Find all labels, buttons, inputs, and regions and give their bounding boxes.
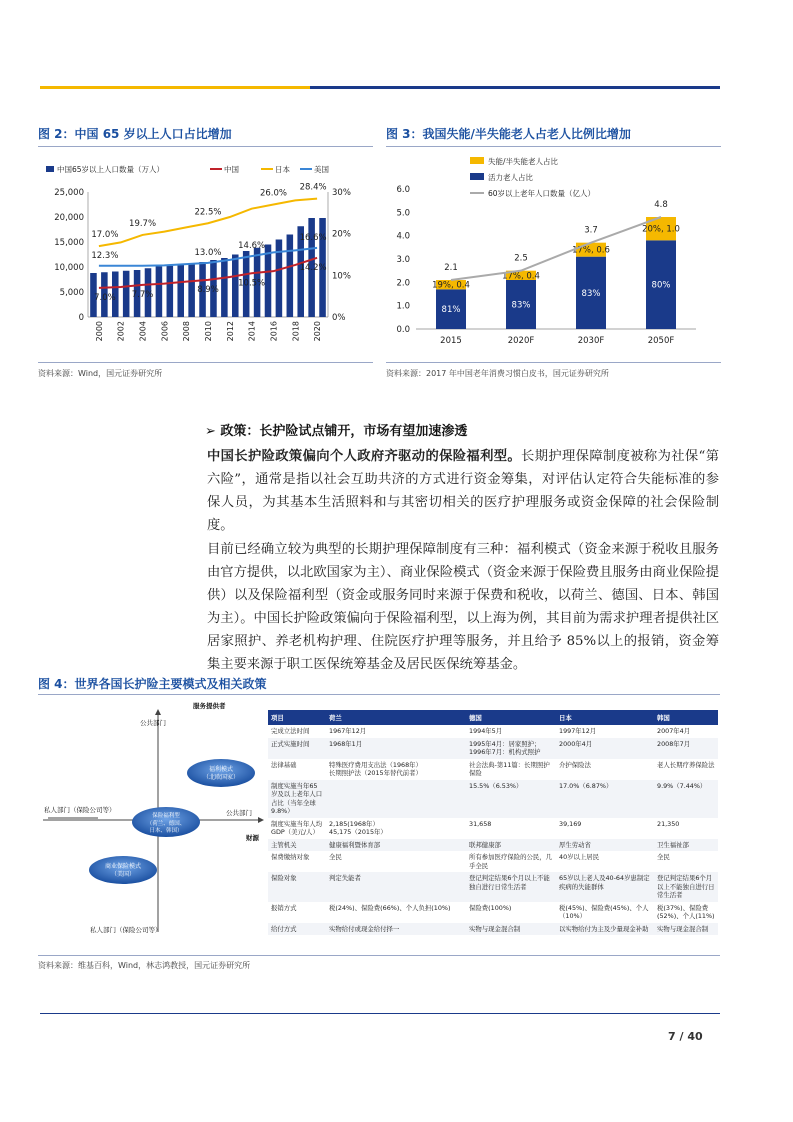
fig4-source: 资料来源：维基百科，Wind，林志鸿教授，国元证券研究所	[38, 961, 251, 970]
section-bullet: ➢ 政策：长护险试点铺开，市场有望加速渗透	[205, 424, 468, 439]
bubble-iw-line3: 日本、韩国）	[149, 828, 183, 834]
fig3-y-tick: 4.0	[396, 231, 410, 242]
diagram-funder: 财源	[246, 834, 259, 842]
policy-table-cell: 制度实施当年人均GDP（美元/人）	[271, 819, 323, 836]
fig2-label-usa: 14.6%	[238, 241, 266, 252]
fig2-x-tick: 2020	[313, 321, 323, 342]
fig2-right-tick: 30%	[332, 188, 351, 198]
fig3-active-label: 80%	[651, 280, 671, 291]
fig2-label-japan: 28.4%	[299, 182, 327, 193]
bubble-iw-line2: （荷兰、德国、	[146, 821, 186, 827]
policy-table-cell: 保险费(100%)	[469, 903, 512, 912]
fig2-right-tick: 10%	[332, 271, 351, 282]
fig2-x-tick: 2014	[247, 321, 257, 342]
paragraph-2: 目前已经确立较为典型的长期护理保障制度有三种：福利模式（资金来源于税收且服务由官方提供，以北欧国家为主）、商业保险模式（资金来源于保险费且服务由商业保险提供）以及保险福利型（资金或服务同时来源于保费和税收，以荷兰、德国、日本、韩国为主）。中国长护险政策偏向于保险福利型，以上海为例，其目前为需求护理者提供社区居家照护、养老机构护理、住院医疗护理等服务，并且给予 85%以上的报销，资金筹集主要来源于职工医保统筹基金及居民医保统筹基金。	[207, 542, 719, 672]
policy-table-cell: 完成立法时间	[271, 727, 310, 735]
policy-table-cell: 21,350	[657, 819, 680, 828]
fig2-label-japan: 22.5%	[194, 207, 222, 218]
fig3-disabled-label: 17%, 0.6	[572, 245, 610, 256]
policy-table-cell: 判定失能者	[326, 872, 466, 902]
fig2-label-japan: 26.0%	[259, 188, 287, 199]
fig3-legend-label: 失能/半失能老人占比	[488, 157, 559, 166]
policy-table-cell: 2007年4月	[657, 727, 691, 735]
policy-table-cell: 实物给付或现金给付择一	[326, 923, 466, 936]
policy-table-row	[268, 818, 718, 839]
policy-table-cell: 1967年12月	[329, 727, 367, 735]
diagram-top-label: 服务提供者	[193, 702, 226, 710]
policy-table-cell: 15.5%（6.53%）	[466, 780, 556, 818]
fig2-x-tick: 2000	[94, 321, 104, 342]
fig3-active-label: 83%	[511, 300, 531, 311]
fig3-disabled-label: 17%, 0.4	[502, 271, 540, 282]
fig2-x-tick: 2012	[225, 321, 235, 342]
policy-table-cell: 9.9%（7.44%）	[654, 780, 718, 818]
policy-table-cell: 1994年5月	[469, 727, 503, 735]
fig2-label-china: 8.9%	[197, 284, 219, 295]
fig2-legend-label: 日本	[275, 165, 290, 174]
header-rule-yellow	[40, 86, 310, 89]
fig3-active-label: 83%	[581, 288, 601, 299]
fig3-rule-bottom	[386, 362, 721, 363]
fig2-left-tick: 10,000	[54, 263, 84, 273]
fig2-x-tick: 2018	[291, 321, 301, 342]
diagram-public-right: 公共部门	[226, 809, 252, 817]
policy-table-cell: 厚生劳动省	[556, 839, 654, 852]
fig2-x-tick: 2004	[138, 321, 148, 342]
policy-table-cell: 2000年4月	[556, 738, 654, 759]
fig2-label-china: 7.0%	[94, 292, 116, 303]
fig2-bar	[188, 264, 195, 318]
policy-table-cell: 40岁以上居民	[559, 853, 600, 861]
fig2-left-tick: 20,000	[54, 213, 84, 223]
policy-table-row	[268, 851, 718, 872]
policy-table-cell: 给付方式	[268, 923, 326, 936]
fig3-total-line	[451, 217, 661, 280]
bubble-iw-line1: 保险福利型	[152, 813, 180, 819]
fig3-legend-swatch-disabled	[470, 157, 484, 164]
fig2-bar	[167, 266, 174, 317]
fig2-left-tick: 15,000	[54, 238, 84, 248]
policy-table-cell: 税(24%)、保险费(66%)、个人负担(10%)	[329, 903, 451, 912]
fig2-bar	[221, 258, 228, 317]
policy-table-cell: 1997年12月	[559, 727, 597, 735]
fig3-disabled-label: 19%, 0.4	[432, 280, 470, 291]
policy-table-cell: 17.0%（6.87%）	[556, 780, 654, 818]
policy-table-cell: 特殊医疗费用支出法（1968年） 长期照护法（2015年替代前者）	[329, 760, 422, 777]
policy-table-cell	[326, 780, 466, 818]
policy-table-cell: 全民	[657, 853, 670, 861]
bubble-welfare	[187, 759, 255, 787]
fig2-right-tick: 20%	[332, 229, 351, 240]
policy-table-cell: 65岁以上老人及40-64岁患制定疾病的失能群体	[556, 872, 654, 902]
policy-table-header: 韩国	[654, 710, 718, 725]
fig3-disabled-label: 20%, 1.0	[642, 224, 680, 235]
fig2-title: 图 2：中国 65 岁以上人口占比增加	[38, 127, 232, 141]
fig2-x-tick: 2016	[269, 321, 279, 342]
policy-table-cell: 2,185(1968年） 45,175（2015年）	[329, 819, 387, 836]
fig3-source: 资料来源：2017 年中国老年消费习惯白皮书，国元证券研究所	[386, 369, 609, 378]
fig2-legend-swatch	[46, 166, 54, 172]
fig2-rule-bottom	[38, 362, 373, 363]
fig2-label-china: 14.2%	[299, 262, 327, 273]
fig2-bar	[177, 265, 184, 317]
paragraph-1-lead: 中国长护险政策偏向个人政府齐驱动的保险福利型。	[207, 449, 522, 464]
fig2-label-japan: 17.0%	[91, 230, 119, 241]
diagram-public-upper: 公共部门	[140, 719, 166, 727]
fig4-diagram	[38, 700, 268, 945]
fig4-rule	[38, 694, 720, 695]
policy-table-header: 荷兰	[326, 710, 466, 725]
policy-table-cell: 正式实施时间	[268, 738, 326, 759]
policy-table-cell: 31,658	[469, 819, 492, 828]
policy-table-row	[268, 725, 718, 738]
fig2-bar	[156, 267, 163, 318]
policy-table-cell: 登记判定结果6个月以上不能独自进行日常生活者	[466, 872, 556, 902]
fig3-chart	[386, 152, 721, 352]
policy-table-cell: 保费缴纳对象	[271, 853, 310, 861]
policy-table-cell: 全民	[329, 853, 342, 861]
policy-table-row	[268, 902, 718, 923]
policy-table-row	[268, 759, 718, 780]
fig2-x-tick: 2008	[182, 321, 192, 342]
policy-table-cell: 实物与现金混合制	[466, 923, 556, 936]
fig2-chart	[38, 152, 378, 352]
fig3-x-tick: 2020F	[507, 336, 535, 346]
fig2-x-tick: 2002	[116, 321, 126, 342]
policy-table-cell: 以实物给付为主及少量现金补助	[556, 923, 654, 936]
policy-table-cell: 所有参加医疗保险的公民，几乎全民	[469, 853, 553, 870]
policy-table-cell: 登记判定结果6个月以上不能独自进行日常生活者	[654, 872, 718, 902]
fig3-y-tick: 1.0	[396, 301, 410, 312]
bubble-commercial	[89, 856, 157, 884]
diagram-private-bottom: 私人部门（保险公司等）	[90, 926, 162, 934]
policy-table-header: 德国	[466, 710, 556, 725]
fig2-x-tick: 2010	[204, 321, 213, 342]
fig3-y-tick: 2.0	[396, 278, 410, 289]
paragraph-1	[207, 445, 719, 537]
fig3-active-label: 81%	[441, 305, 461, 316]
fig3-total-label: 2.1	[444, 263, 458, 273]
fig2-label-japan: 19.7%	[129, 218, 157, 229]
fig2-bar	[123, 271, 130, 317]
header-rule-blue	[310, 86, 720, 89]
policy-table-cell: 39,169	[559, 819, 582, 828]
bubble-welfare-line2: （北欧国家）	[202, 774, 240, 781]
policy-table-cell: 卫生福祉部	[654, 839, 718, 852]
fig2-left-tick: 25,000	[54, 188, 84, 198]
policy-table-wrap	[268, 710, 718, 935]
fig3-title: 图 3：我国失能/半失能老人占老人比例比增加	[386, 127, 631, 141]
fig2-x-tick: 2006	[160, 321, 170, 342]
fig4-rule-bottom	[38, 955, 720, 956]
bubble-welfare-line1: 福利模式	[208, 766, 234, 773]
policy-table-cell: 联邦健康部	[466, 839, 556, 852]
policy-table-row	[268, 839, 718, 852]
policy-table-row	[268, 780, 718, 818]
policy-table-cell: 1968年1月	[326, 738, 466, 759]
fig2-left-tick: 0	[78, 313, 84, 323]
policy-table-cell: 社会法典-第11篇：长期照护保险	[469, 760, 550, 777]
fig3-legend-label: 活力老人占比	[488, 173, 533, 182]
fig2-bar	[265, 245, 272, 318]
policy-table-cell: 税(37%)、保险费(52%)、个人(11%)	[657, 903, 715, 920]
fig2-legend-label: 中国65岁以上人口数量（万人）	[57, 165, 165, 174]
policy-table-header: 项目	[268, 710, 326, 725]
fig3-x-tick: 2050F	[647, 336, 675, 346]
policy-table-cell: 1995年4月：居家照护； 1996年7月：机构式照护	[466, 738, 556, 759]
policy-table-header: 日本	[556, 710, 654, 725]
bubble-commercial-line2: （美国）	[110, 871, 136, 878]
bubble-commercial-line1: 商业保险模式	[104, 863, 142, 870]
policy-table-cell: 主管机关	[268, 839, 326, 852]
fig2-label-usa: 12.3%	[91, 250, 119, 261]
paragraph-1-body: 长期护理保障制度被称为社保“第六险”，通常是指以社会互助共济的方式进行资金筹集，对评估认定符合失能标准的参保人员，为其基本生活照料和与其密切相关的医疗护理服务或资金保障的社会保险制度。	[207, 449, 719, 533]
page-number: 7 / 40	[668, 1030, 703, 1043]
policy-table-row	[268, 872, 718, 902]
policy-table	[268, 710, 718, 935]
fig2-bar	[287, 235, 294, 318]
fig4-title: 图 4：世界各国长护险主要模式及相关政策	[38, 677, 267, 691]
fig3-y-tick: 6.0	[396, 185, 410, 195]
footer-rule	[40, 1013, 720, 1014]
fig2-legend-label: 中国	[224, 165, 239, 174]
fig3-legend-label: 60岁以上老年人口数量（亿人）	[488, 189, 596, 198]
policy-table-row	[268, 923, 718, 936]
fig3-total-label: 2.5	[514, 253, 528, 264]
fig3-y-tick: 3.0	[396, 255, 410, 265]
policy-table-row	[268, 738, 718, 759]
fig2-label-china: 10.5%	[238, 278, 266, 289]
fig3-total-label: 4.8	[654, 200, 668, 210]
policy-table-cell: 保险对象	[268, 872, 326, 902]
fig3-y-tick: 0.0	[396, 325, 410, 335]
policy-table-cell: 实物与现金混合制	[654, 923, 718, 936]
fig3-y-tick: 5.0	[396, 208, 410, 219]
fig3-x-tick: 2030F	[577, 336, 605, 346]
fig2-rule	[38, 146, 373, 147]
fig2-right-tick: 0%	[332, 313, 346, 323]
fig2-label-usa: 13.0%	[194, 247, 222, 258]
policy-table-cell: 税(45%)、保险费(45%)、个人（10%）	[559, 903, 649, 920]
fig3-total-label: 3.7	[584, 225, 598, 236]
policy-table-cell: 介护保险法	[559, 760, 591, 769]
policy-table-cell: 报销方式	[271, 903, 297, 912]
policy-table-cell: 老人长期疗养保险法	[657, 760, 715, 769]
fig2-label-china: 7.7%	[131, 289, 154, 300]
policy-table-cell: 法律基础	[271, 760, 297, 769]
fig2-source: 资料来源：Wind，国元证券研究所	[38, 369, 163, 378]
fig3-x-tick: 2015	[440, 336, 462, 346]
fig3-legend-swatch-active	[470, 173, 484, 180]
policy-table-cell: 制度实施当年65岁及以上老年人口占比（当年全球9.8%）	[268, 780, 326, 818]
fig2-left-tick: 5,000	[59, 288, 84, 298]
fig3-rule	[386, 146, 721, 147]
diagram-private-left: 私人部门（保险公司等）	[44, 806, 116, 814]
fig2-label-usa: 16.6%	[299, 232, 327, 243]
fig2-legend-label: 美国	[314, 165, 329, 174]
policy-table-cell: 健康福利暨体育部	[326, 839, 466, 852]
policy-table-cell: 2008年7月	[654, 738, 718, 759]
